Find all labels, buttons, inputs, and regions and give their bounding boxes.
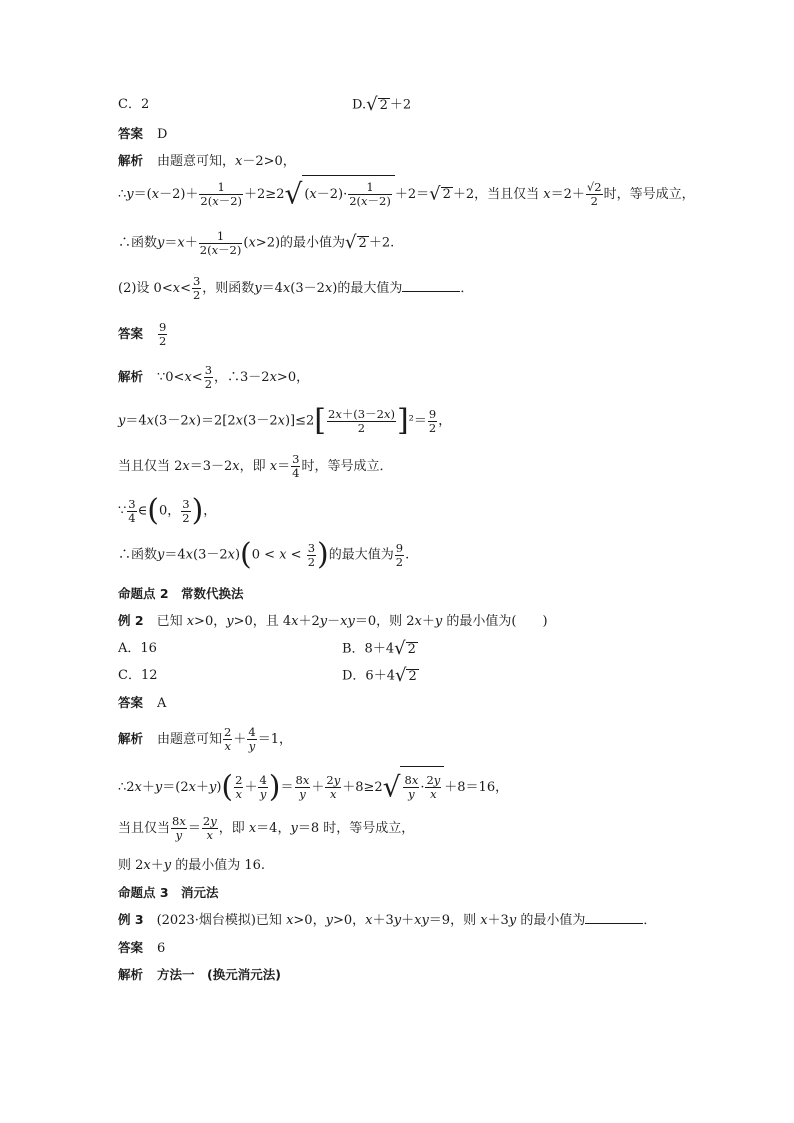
analysis-q1-line3: ∴函数y＝x＋ $\frac{1}{2(x-2)}$ (x>2)的最小值为√ 2 ＋2. bbox=[118, 228, 395, 257]
analysis-row-1: 解析 由题意可知，x－2>0， bbox=[118, 153, 296, 169]
analysis-p2-line2: ∴2x＋y＝(2x＋y)( $\frac{2}{x}$ ＋ $\frac{4}{y}$ )＝ $\frac{8x}{y}$ ＋ $\frac{2y}{x}$ ＋8≥2√ $\frac{8x}{y}$ · $\frac{2y}{x}$ ＋8＝16， bbox=[118, 766, 508, 807]
analysis-q1-line2: ∴y＝(x－2)＋ $\frac{1}{2(x-2)}$ ＋2≥2√ (x－2)· $\frac{1}{2(x-2)}$ ＋2＝√ 2 ＋2，当且仅当 x＝2＋ $\frac{√2}{2}$ 时，等号成立， bbox=[118, 175, 695, 212]
method-title: 方法一 (换元消元法) bbox=[157, 967, 281, 982]
answer-label: 答案 bbox=[118, 695, 144, 710]
section-title-2: 命题点 2 常数代换法 bbox=[118, 586, 244, 601]
option-c: C．2 bbox=[118, 97, 150, 112]
q2-stem: (2)设 0<x< $\frac{3}{2}$ ，则函数y＝4x(3－2x)的最大值为 ． bbox=[118, 274, 474, 302]
analysis-p2-line4: 则 2x＋y 的最小值为 16. bbox=[118, 858, 266, 873]
answer-row-1 bbox=[118, 125, 167, 144]
analysis-q2-line4: ∵ $\frac{3}{4}$ ∈(0， $\frac{3}{2}$ )， bbox=[118, 493, 217, 528]
analysis-label: 解析 bbox=[118, 967, 144, 982]
analysis-label: 解析 bbox=[118, 369, 144, 384]
option-d-2: D．6＋4√ 2 bbox=[342, 665, 417, 686]
answer-blank-3[interactable] bbox=[585, 911, 643, 924]
analysis-q2-line3: 当且仅当 2x＝3－2x，即 x＝ $\frac{3}{4}$ 时，等号成立． bbox=[118, 452, 393, 480]
analysis-p2-line3: 当且仅当 $\frac{8x}{y}$ ＝ $\frac{2y}{x}$ ，即 x＝4，y＝8 时，等号成立， bbox=[118, 814, 415, 842]
answer-row-2: 答案 $\frac{9}{2}$ bbox=[118, 320, 167, 348]
analysis-q2-line2: y＝4x(3－2x)＝2[2x(3－2x)]≤2[ $\frac{2x+(3-2x)}{2}$ ]²＝ $\frac{9}{2}$ ， bbox=[118, 403, 452, 438]
analysis-row-4 bbox=[118, 966, 281, 985]
example-2-stem: 例 2 已知 x>0，y>0，且 4x＋2y－xy＝0，则 2x＋y 的最小值为( ) bbox=[118, 613, 548, 629]
analysis-row-3: 解析 由题意可知 $\frac{2}{x}$ ＋ $\frac{4}{y}$ ＝1， bbox=[118, 725, 292, 753]
analysis-label: 解析 bbox=[118, 153, 144, 168]
answer-blank[interactable] bbox=[402, 279, 460, 292]
option-a: A．16 bbox=[118, 641, 157, 656]
answer-value: 6 bbox=[157, 941, 166, 956]
answer-label: 答案 bbox=[118, 940, 144, 955]
answer-value: D bbox=[157, 127, 168, 142]
analysis-label: 解析 bbox=[118, 731, 144, 746]
answer-value: A bbox=[157, 696, 167, 711]
option-c-row bbox=[118, 96, 149, 114]
option-c-2: C．12 bbox=[118, 668, 158, 683]
example-3-stem: 例 3 (2023·烟台模拟)已知 x>0，y>0，x＋3y＋xy＝9，则 x＋3y 的最小值为 ． bbox=[118, 912, 657, 928]
analysis-q2-line5: ∴函数y＝4x(3－2x)(0 < x < $\frac{3}{2}$ )的最大值为 $\frac{9}{2}$ . bbox=[118, 537, 410, 572]
section-title-3: 命题点 3 消元法 bbox=[118, 885, 219, 900]
answer-label: 答案 bbox=[118, 126, 144, 141]
option-d: D.√ 2 ＋2 bbox=[352, 94, 412, 115]
answer-row-3 bbox=[118, 694, 166, 713]
analysis-row-2: 解析 ∵0<x< $\frac{3}{2}$ ，∴3－2x>0， bbox=[118, 363, 310, 391]
answer-row-4 bbox=[118, 939, 165, 958]
option-b: B．8＋4√ 2 bbox=[342, 638, 416, 659]
answer-label: 答案 bbox=[118, 326, 144, 341]
